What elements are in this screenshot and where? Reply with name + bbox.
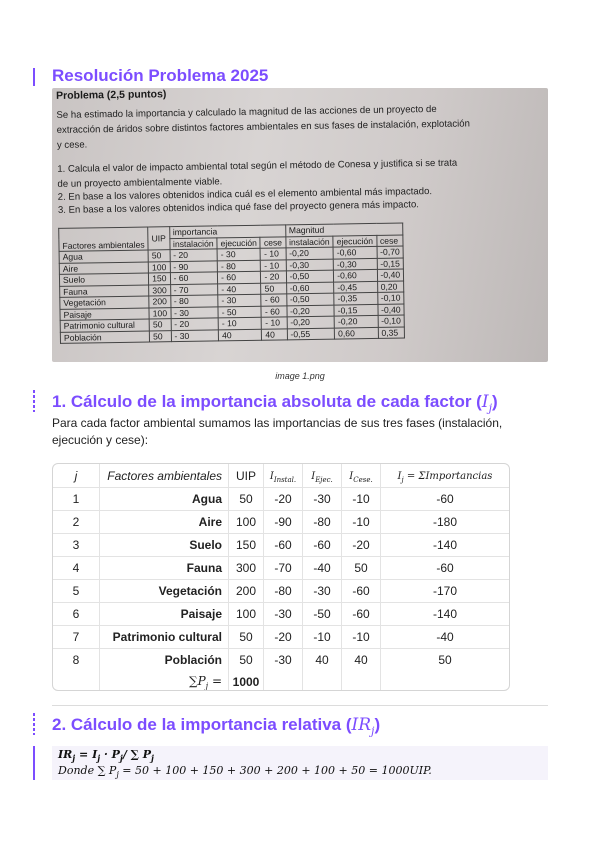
cell-uip: 150: [229, 534, 264, 557]
cell-uip: 100: [229, 603, 264, 626]
formula-accent-bar: [33, 746, 35, 780]
photo-table-cell: 100: [148, 261, 170, 273]
total-label-sub: j: [205, 681, 209, 691]
th-cese: [342, 464, 381, 488]
cell-j: 7: [53, 626, 100, 649]
photo-th-factor: Factores ambientales: [59, 227, 149, 251]
photo-table-cell: - 30: [170, 306, 218, 318]
photo-table-cell: Vegetación: [60, 296, 149, 309]
cell-cese: -60: [342, 603, 381, 626]
section-1-heading: [52, 392, 498, 414]
cell-ejec: -10: [303, 626, 342, 649]
photo-table-cell: Suelo: [59, 273, 148, 286]
section-1-heading-math: I: [481, 392, 489, 412]
total-value: 1000: [229, 671, 264, 691]
th-j: j: [53, 464, 100, 488]
photo-table-cell: - 30: [217, 248, 260, 260]
cell-ejec: -60: [303, 534, 342, 557]
table-row: [53, 534, 509, 557]
table-row: [53, 580, 509, 603]
photo-th-uip: UIP: [148, 227, 170, 250]
photo-table-cell: - 20: [261, 271, 286, 283]
photo-table-cell: -0,20: [334, 315, 377, 327]
total-empty: [342, 671, 381, 691]
image-caption: image 1.png: [275, 371, 325, 381]
photo-table-cell: - 30: [218, 294, 261, 306]
photo-table-cell: - 90: [170, 260, 218, 272]
cell-total: -60: [381, 488, 510, 511]
section-divider: [52, 705, 548, 706]
photo-table-cell: - 60: [261, 305, 286, 317]
cell-factor: Paisaje: [100, 603, 229, 626]
photo-table-cell: - 20: [171, 318, 219, 330]
photo-table-cell: -0,50: [286, 270, 334, 282]
cell-inst: -60: [264, 534, 303, 557]
photo-table-cell: -0,60: [286, 282, 334, 294]
problem-photo: [52, 88, 548, 362]
cell-j: 2: [53, 511, 100, 534]
importance-table-container: [52, 463, 510, 691]
photo-table-cell: 40: [218, 329, 261, 341]
photo-table-cell: -0,70: [377, 246, 404, 258]
cell-factor: Vegetación: [100, 580, 229, 603]
f1-c: · P: [100, 748, 120, 761]
photo-table-cell: 0,35: [378, 326, 405, 338]
photo-table-cell: - 60: [261, 294, 286, 306]
photo-table-cell: - 40: [218, 283, 261, 295]
photo-table-cell: 50: [149, 330, 171, 342]
f1-c-sub: j: [119, 753, 123, 764]
th-sum-sub: j: [401, 475, 404, 484]
photo-text-line: de un proyecto ambientalmente viable.: [57, 176, 223, 190]
th-inst: [264, 464, 303, 488]
cell-total: -140: [381, 534, 510, 557]
table-row: [53, 488, 509, 511]
cell-j: 4: [53, 557, 100, 580]
cell-j: 1: [53, 488, 100, 511]
photo-th-importancia: importancia: [169, 225, 285, 238]
cell-inst: -80: [264, 580, 303, 603]
photo-table-cell: - 30: [171, 329, 219, 341]
f1-d-sub: j: [151, 753, 154, 764]
table-row: [53, 603, 509, 626]
photo-table-cell: -0,15: [377, 258, 404, 270]
formula-block: [52, 746, 548, 780]
photo-table-cell: Aire: [59, 262, 148, 275]
photo-table-cell: - 60: [170, 272, 218, 284]
f1-a: IR: [58, 748, 73, 761]
photo-th: cese: [260, 236, 285, 248]
f1-d: / ∑ P: [122, 748, 152, 761]
total-empty: [264, 671, 303, 691]
importance-table: [53, 464, 509, 691]
cell-uip: 200: [229, 580, 264, 603]
photo-table-cell: -0,60: [334, 269, 377, 281]
photo-table-cell: -0,50: [286, 293, 334, 305]
photo-table-cell: - 70: [170, 283, 218, 295]
cell-total: -140: [381, 603, 510, 626]
section-2-heading-math: IR: [351, 715, 372, 735]
cell-total: 50: [438, 653, 452, 667]
cell-uip: 50: [229, 626, 264, 649]
cell-j: 3: [53, 534, 100, 557]
photo-table-cell: 0,60: [335, 327, 378, 339]
photo-table-cell: -0,35: [334, 292, 377, 304]
photo-text-line: 3. En base a los valores obtenidos indica qué fase del proyecto genera más impacto.: [57, 199, 420, 216]
cell-ejec: -80: [303, 511, 342, 534]
photo-table-cell: Agua: [59, 250, 148, 263]
formula-line-2: [58, 764, 432, 779]
photo-table-cell: -0,60: [333, 246, 376, 258]
photo-table-cell: -0,30: [333, 258, 376, 270]
th-sum-rest: = ΣImportancias: [403, 470, 493, 482]
cell-factor: Suelo: [100, 534, 229, 557]
photo-th-magnitud: Magnitud: [285, 223, 403, 236]
cell-cese: 40: [342, 649, 381, 672]
photo-text-line: extracción de áridos sobre distintos factores ambientales en sus fases de instalación, explotación: [56, 118, 470, 136]
photo-table-cell: 150: [149, 273, 171, 285]
cell-factor: Agua: [100, 488, 229, 511]
cell-factor: Aire: [100, 511, 229, 534]
photo-table-cell: -0,15: [334, 304, 377, 316]
total-label-end: =: [208, 673, 222, 688]
photo-table-cell: - 10: [218, 317, 261, 329]
total-label: [100, 671, 229, 691]
photo-problem-title: Problema (2,5 puntos): [56, 88, 167, 102]
f2-a-sub: j: [116, 770, 119, 780]
cell-inst: -30: [264, 603, 303, 626]
cell-cese: -10: [342, 488, 381, 511]
photo-table-cell: -0,20: [287, 305, 335, 317]
th-inst-symbol: I: [269, 470, 274, 482]
cell-inst: -90: [264, 511, 303, 534]
heading-accent-bar: [33, 713, 35, 735]
section-1-heading-end: ): [491, 392, 498, 411]
cell-cese: 50: [342, 557, 381, 580]
photo-table-cell: -0,10: [377, 292, 404, 304]
table-row: [53, 511, 509, 534]
photo-table-cell: -0,40: [377, 303, 404, 315]
th-cese-symbol: I: [349, 470, 354, 482]
page-title: Resolución Problema 2025: [52, 66, 269, 85]
cell-ejec: -50: [303, 603, 342, 626]
photo-table-cell: 50: [148, 250, 170, 262]
table-row: [53, 626, 509, 649]
photo-th: cese: [376, 235, 403, 247]
cell-j: 6: [53, 603, 100, 626]
cell-j: 5: [53, 580, 100, 603]
cell-factor: Patrimonio cultural: [100, 626, 229, 649]
photo-table-cell: -0,20: [286, 247, 334, 259]
cell-ejec: -30: [303, 580, 342, 603]
photo-table-cell: 50: [261, 282, 286, 294]
f1-b-sub: j: [97, 753, 101, 764]
cell-inst: -20: [264, 488, 303, 511]
cell-ejec: -30: [303, 488, 342, 511]
f2-a: Donde ∑ P: [58, 764, 117, 777]
f2-b: = 50 + 100 + 150 + 300 + 200 + 100 + 50 = 1000UIP.: [118, 764, 432, 777]
total-empty: [381, 671, 510, 691]
photo-table-cell: - 20: [170, 249, 218, 261]
photo-th: instalación: [285, 236, 333, 248]
photo-table-cell: Población: [60, 330, 149, 343]
th-factor: Factores ambientales: [100, 464, 229, 488]
th-ejec: [303, 464, 342, 488]
photo-table-cell: - 10: [260, 248, 285, 260]
section-2-heading-sub: j: [371, 724, 375, 738]
th-uip: UIP: [229, 464, 264, 488]
photo-table-cell: 100: [149, 307, 171, 319]
section-2-heading-text: 2. Cálculo de la importancia relativa (: [52, 715, 352, 734]
cell-ejec: -40: [303, 557, 342, 580]
cell-inst: -70: [264, 557, 303, 580]
total-empty: [53, 671, 100, 691]
cell-total: -40: [381, 626, 510, 649]
photo-text-line: 2. En base a los valores obtenidos indica cuál es el elemento ambiental más impactado.: [57, 186, 433, 203]
photo-table-cell: -0,40: [377, 269, 404, 281]
photo-table-cell: - 80: [170, 295, 218, 307]
cell-factor: Población: [100, 649, 229, 672]
cell-cese: -20: [342, 534, 381, 557]
photo-table-cell: Patrimonio cultural: [60, 319, 149, 332]
section-1-heading-text: 1. Cálculo de la importancia absoluta de cada factor (: [52, 392, 482, 411]
photo-table-cell: -0,20: [287, 316, 335, 328]
photo-table-cell: 50: [149, 319, 171, 331]
photo-table-cell: 40: [262, 328, 287, 340]
table-row: [53, 557, 509, 580]
table-header-row: [53, 464, 509, 488]
table-total-row: [53, 671, 509, 691]
photo-data-table: [58, 222, 405, 343]
th-ejec-symbol: I: [311, 470, 316, 482]
th-inst-sub: Instal.: [273, 475, 297, 484]
photo-table-cell: Paisaje: [60, 308, 149, 321]
photo-table-cell: 0,20: [377, 280, 404, 292]
section-2-heading: [52, 715, 380, 737]
cell-cese: -10: [342, 511, 381, 534]
photo-table-cell: Fauna: [60, 285, 149, 298]
photo-table-cell: -0,55: [287, 328, 335, 340]
th-sum-symbol: I: [397, 470, 402, 482]
total-label-symbol: ∑P: [189, 673, 206, 688]
cell-total: -170: [381, 580, 510, 603]
cell-factor: Fauna: [100, 557, 229, 580]
f1-b: = I: [75, 748, 98, 761]
section-2-heading-end: ): [374, 715, 381, 734]
heading-accent-bar: [33, 68, 35, 86]
photo-table-cell: 200: [149, 296, 171, 308]
section-1-paragraph: Para cada factor ambiental sumamos las importancias de sus tres fases (instalación, ejecución y cese):: [52, 416, 503, 447]
section-1-heading-sub: j: [488, 401, 492, 415]
cell-uip: 100: [229, 511, 264, 534]
cell-ejec: 40: [303, 649, 342, 672]
cell-total: -180: [381, 511, 510, 534]
photo-th: ejecución: [333, 235, 376, 247]
photo-th: ejecución: [217, 237, 260, 249]
photo-table-cell: -0,10: [378, 315, 405, 327]
f1-a-sub: j: [72, 753, 76, 764]
total-empty: [303, 671, 342, 691]
th-ejec-sub: Ejec.: [315, 475, 333, 484]
photo-text-line: Se ha estimado la importancia y calculado la magnitud de las acciones de un proyecto de: [56, 103, 437, 121]
heading-accent-bar: [33, 390, 35, 412]
cell-uip: 300: [229, 557, 264, 580]
cell-cese: -10: [342, 626, 381, 649]
photo-text-line: y cese.: [56, 139, 88, 151]
cell-cese: -60: [342, 580, 381, 603]
photo-th: instalación: [169, 237, 217, 249]
photo-table-cell: -0,45: [334, 281, 377, 293]
cell-uip: 50: [229, 649, 264, 672]
photo-table-cell: - 60: [218, 271, 261, 283]
cell-inst: -20: [264, 626, 303, 649]
photo-table-cell: - 10: [262, 317, 287, 329]
photo-table-cell: - 10: [261, 259, 286, 271]
photo-table-cell: -0,30: [286, 259, 334, 271]
th-sum: [381, 464, 510, 488]
cell-j: 8: [53, 649, 100, 672]
photo-text-line: 1. Calcula el valor de impacto ambiental total según el método de Conesa y justifica si se trata: [57, 157, 458, 175]
cell-total: -60: [381, 557, 510, 580]
th-cese-sub: Cese.: [353, 475, 373, 484]
table-row: [53, 649, 509, 672]
cell-uip: 50: [229, 488, 264, 511]
formula-line-1: [58, 748, 154, 763]
photo-table-cell: 300: [149, 284, 171, 296]
cell-inst: -30: [264, 649, 303, 672]
photo-table-cell: - 50: [218, 306, 261, 318]
photo-table-cell: - 80: [217, 260, 260, 272]
